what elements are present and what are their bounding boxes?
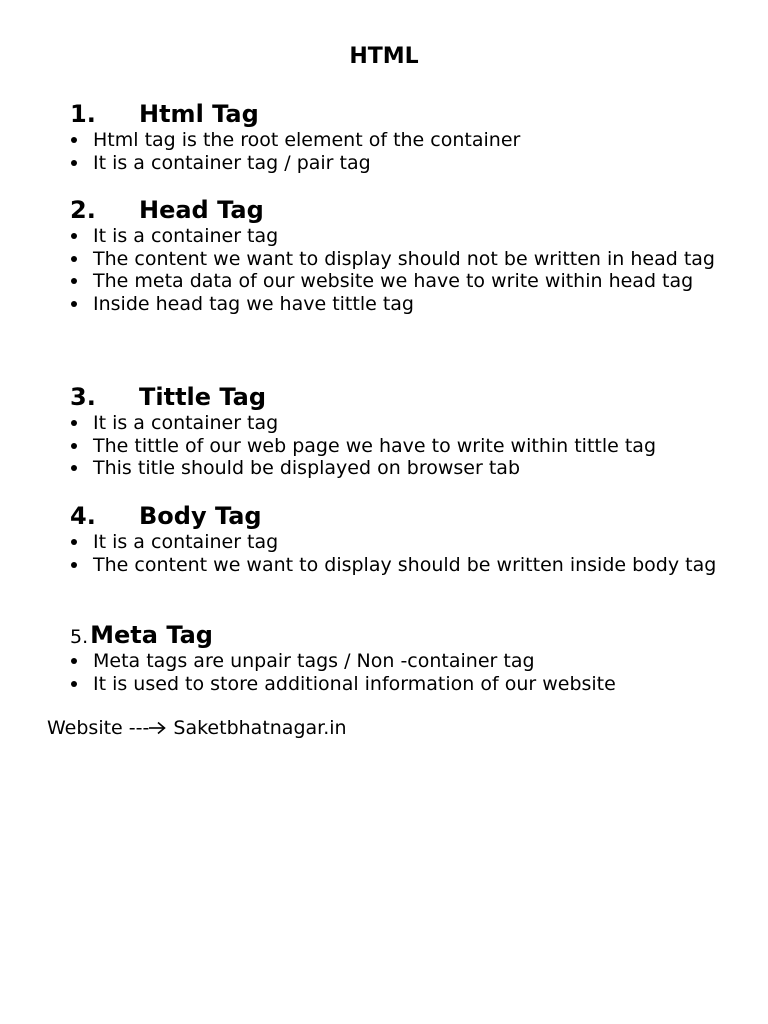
list-item: The tittle of our web page we have to write within tittle tag: [70, 435, 730, 458]
list-item: It is a container tag: [70, 531, 730, 554]
document-title: HTML: [349, 44, 419, 69]
list-item: Meta tags are unpair tags / Non -container tag: [70, 650, 730, 673]
section-tittle-tag: [70, 382, 730, 480]
section-heading: [70, 620, 730, 650]
section-html-tag: [70, 99, 730, 174]
section-number: 3.: [70, 383, 96, 411]
list-item: It is used to store additional information of our website: [70, 673, 730, 696]
bullet-list: [70, 225, 730, 315]
section-meta-tag: [70, 620, 730, 695]
section-heading-text: Body Tag: [139, 502, 262, 530]
section-heading: [70, 99, 730, 129]
section-heading-text: Head Tag: [139, 196, 264, 224]
list-item: The content we want to display should be written inside body tag: [70, 554, 730, 577]
list-item: Inside head tag we have tittle tag: [70, 293, 730, 316]
list-item: It is a container tag / pair tag: [70, 152, 730, 175]
list-item: The content we want to display should not be written in head tag: [70, 248, 730, 271]
section-number: 2.: [70, 196, 96, 224]
section-heading-text: Html Tag: [139, 100, 259, 128]
section-heading-text: Tittle Tag: [139, 383, 267, 411]
section-heading-text: Meta Tag: [90, 621, 213, 649]
website-label: Website ---: [47, 717, 150, 739]
right-arrow-icon: [149, 721, 167, 735]
website-footer: [47, 716, 347, 740]
bullet-list: [70, 531, 730, 576]
bullet-list: [70, 412, 730, 480]
website-url: Saketbhatnagar.in: [173, 717, 347, 739]
bullet-list: [70, 129, 730, 174]
section-number: 4.: [70, 502, 96, 530]
list-item: This title should be displayed on browser tab: [70, 457, 730, 480]
list-item: It is a container tag: [70, 225, 730, 248]
list-item: It is a container tag: [70, 412, 730, 435]
section-number: 5.: [70, 626, 89, 648]
list-item: Html tag is the root element of the container: [70, 129, 730, 152]
section-heading: [70, 195, 730, 225]
section-number: 1.: [70, 100, 96, 128]
section-heading: [70, 382, 730, 412]
list-item: The meta data of our website we have to write within head tag: [70, 270, 730, 293]
section-body-tag: [70, 501, 730, 576]
bullet-list: [70, 650, 730, 695]
section-head-tag: [70, 195, 730, 315]
section-heading: [70, 501, 730, 531]
